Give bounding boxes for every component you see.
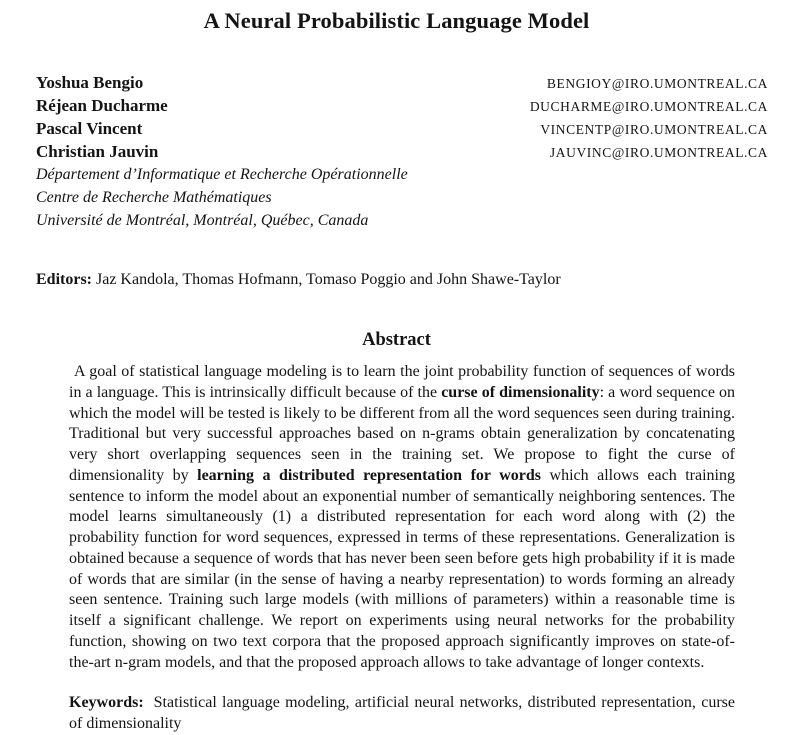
author-email: DUCHARME@IRO.UMONTREAL.CA: [529, 99, 768, 114]
keywords-label: Keywords:: [69, 694, 144, 711]
editors-names: Jaz Kandola, Thomas Hofmann, Tomaso Poggio and John Shawe-Taylor: [96, 271, 561, 288]
author-row: [36, 94, 768, 117]
abstract-emphasis: curse of dimensionality: [441, 383, 600, 401]
author-name: Yoshua Bengio: [36, 73, 144, 92]
author-email: JAUVINC@IRO.UMONTREAL.CA: [549, 145, 768, 160]
author-row: [36, 140, 768, 163]
author-email: BENGIOY@IRO.UMONTREAL.CA: [546, 76, 768, 91]
author-block: [36, 71, 768, 232]
affiliation-line: Centre de Recherche Mathématiques: [36, 189, 272, 206]
editors-label: Editors:: [36, 271, 92, 288]
author-name: Pascal Vincent: [36, 119, 143, 138]
abstract-heading: Abstract: [362, 330, 431, 350]
author-email: VINCENTP@IRO.UMONTREAL.CA: [540, 122, 768, 137]
keywords-line: [69, 693, 735, 735]
affiliation-line: Université de Montréal, Montréal, Québec, Canada: [36, 212, 369, 229]
author-name: Christian Jauvin: [36, 142, 159, 161]
abstract-emphasis: learning a distributed representation for words: [197, 466, 542, 484]
paper-title: A Neural Probabilistic Language Model: [203, 8, 590, 33]
abstract-text-part: which allows each training sentence to inform the model about an exponential number of semantically neighboring sentences. The model learns simultaneously (1) a distributed representation for each word along with (2) the probability function for word sequences, expressed in terms of these representations. Generalization is obtained because a sequence of words that has never been seen before gets high probability if it is made of words that are similar (in the sense of having a nearby representation) to words forming an already seen sentence. Training such large models (with millions of parameters) within a reasonable time is itself a significant challenge. We report on experiments using neural networks for the probability function, showing on two text corpora that the proposed approach significantly improves on state-of-the-art n-gram models, and that the proposed approach allows to take advantage of longer contexts.: [69, 466, 735, 671]
abstract-text: [69, 362, 735, 673]
keywords-text: Statistical language modeling, artificial neural networks, distributed representation, curse of dimensionality: [69, 694, 735, 732]
affiliation-line: Département d’Informatique et Recherche Opérationnelle: [36, 166, 408, 183]
author-row: [36, 117, 768, 140]
abstract-text-part: A goal of statistical language modeling is to learn the joint probability function of sequences of words in a language. This is intrinsically difficult because of the: [69, 363, 735, 401]
editors-line: [36, 269, 561, 291]
abstract-text-part: : a word sequence on which the model will be tested is likely to be different from all the word sequences seen during training. Traditional but very successful approaches based on n-grams obtain generalization by concatenating very short overlapping sequences seen in the training set. We propose to fight the curse of dimensionality by: [69, 383, 736, 484]
author-name: Réjean Ducharme: [36, 96, 168, 115]
author-row: [36, 71, 768, 94]
